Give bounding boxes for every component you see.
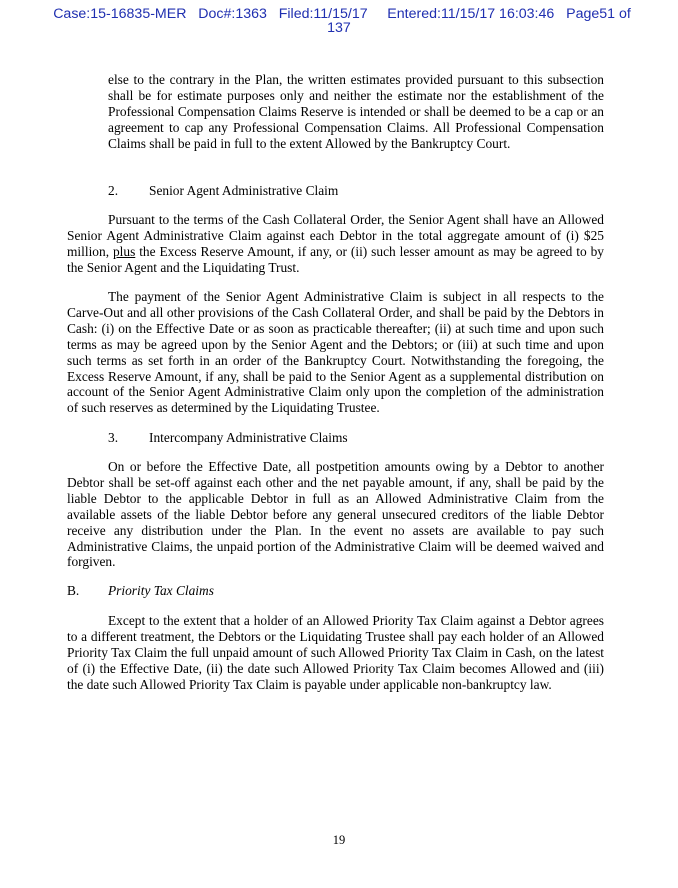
underlined-term: plus <box>112 243 136 259</box>
paragraph-text: the Excess Reserve Amount, if any, or (ii) such lesser amount as may be agreed to by the Senior Agent and the Liquidating Trust. <box>67 243 604 275</box>
priority-tax-claims-paragraph: Except to the extent that a holder of an Allowed Priority Tax Claim against a Debtor agrees to a different treatment, the Debtors or the Liquidating Trustee shall pay each holder of an Allowed Priority Tax Claim the full unpaid amount of such Allowed Priority Tax Claim in Cash, on the latest of (i) the Effective Date, (ii) the date such Allowed Priority Tax Claim becomes Allowed and (iii) the date such Allowed Priority Tax Claim is payable under applicable non-bankruptcy law. <box>67 613 604 692</box>
section-number: B. <box>67 583 80 598</box>
section-heading-3 <box>108 430 348 446</box>
section-title: Senior Agent Administrative Claim <box>149 183 339 198</box>
filing-header-line-2: 137 <box>327 20 351 36</box>
page-number: 19 <box>332 833 346 847</box>
senior-agent-claim-paragraph <box>67 212 604 276</box>
paragraph-text: Pursuant to the terms of the Cash Collateral Order, the Senior Agent shall have an Allowed Senior Agent Administrative Claim against each Debtor in the total aggregate amount of (i) $25 million, <box>67 212 604 259</box>
court-filing-header <box>0 7 678 35</box>
section-title: Intercompany Administrative Claims <box>149 430 348 445</box>
section-heading-2 <box>108 183 338 199</box>
intercompany-claims-paragraph: On or before the Effective Date, all postpetition amounts owing by a Debtor to another Debtor shall be set-off against each other and the net payable amount, if any, shall be paid by the liable Debtor to the applicable Debtor in full as an Allowed Administrative Claim from the available assets of the liable Debtor before any general unsecured creditors of the liable Debtor receive any distribution under the Plan. In the event no assets are available to pay such Administrative Claims, the unpaid portion of the Administrative Claim will be deemed waived and forgiven. <box>67 459 604 570</box>
continuation-paragraph: else to the contrary in the Plan, the written estimates provided pursuant to this subsection shall be for estimate purposes only and neither the estimate nor the establishment of the Professional Compensation Claims Reserve is intended or shall be deemed to be a cap or an agreement to cap any Professional Compensation Claims. All Professional Compensation Claims shall be paid in full to the extent Allowed by the Bankruptcy Court. <box>108 72 604 151</box>
section-number: 2. <box>108 183 119 198</box>
section-title: Priority Tax Claims <box>108 583 214 598</box>
senior-agent-payment-paragraph: The payment of the Senior Agent Administrative Claim is subject in all respects to the Carve-Out and all other provisions of the Cash Collateral Order, and shall be paid by the Debtors in Cash: (i) on the Effective Date or as soon as practicable thereafter; (ii) at such time and upon such terms as may be agreed upon by the Senior Agent and the Debtors; or (iii) at such time and upon such terms as set forth in an order of the Bankruptcy Court. Notwithstanding the foregoing, the Excess Reserve Amount, if any, shall be paid to the Senior Agent as a supplemental distribution on account of the Senior Agent Administrative Claim only upon the completion of the administration of such reserves as determined by the Liquidating Trustee. <box>67 289 604 416</box>
section-number: 3. <box>108 430 119 445</box>
section-heading-b <box>67 583 214 599</box>
filing-header-line-1: Case:15-16835-MER Doc#:1363 Filed:11/15/17 Entered:11/15/17 16:03:46 Page51 of <box>53 6 631 22</box>
